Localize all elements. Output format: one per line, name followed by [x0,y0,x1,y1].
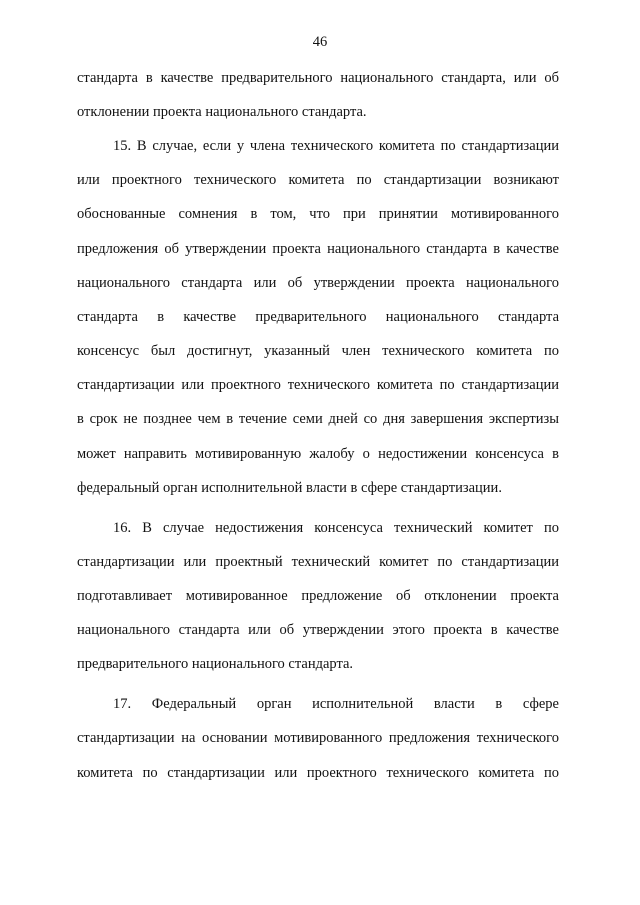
text-line: стандартизации на основании мотивированного предложения технического [77,730,559,746]
text-line: стандарта в качестве предварительного национального стандарта [77,309,559,325]
text-line: может направить мотивированную жалобу о недостижении консенсуса в [77,446,559,462]
text-line: 17. Федеральный орган исполнительной власти в сфере [113,696,559,712]
text-line: обоснованные сомнения в том, что при принятии мотивированного [77,206,559,222]
text-line: стандартизации или проектный технический комитет по стандартизации [77,554,559,570]
text-line: в срок не позднее чем в течение семи дней со дня завершения экспертизы [77,411,559,427]
text-line: стандарта в качестве предварительного национального стандарта, или об [77,70,559,86]
text-line: 16. В случае недостижения консенсуса технический комитет по [113,520,559,536]
text-line: комитета по стандартизации или проектного технического комитета по [77,765,559,781]
text-line: стандартизации или проектного технического комитета по стандартизации [77,377,559,393]
page-number: 46 [312,34,328,50]
text-line: или проектного технического комитета по стандартизации возникают [77,172,559,188]
text-line: отклонении проекта национального стандарта. [77,104,367,120]
text-line: федеральный орган исполнительной власти в сфере стандартизации. [77,480,502,496]
text-line: предварительного национального стандарта. [77,656,354,672]
text-line: предложения об утверждении проекта национального стандарта в качестве [77,241,559,257]
text-line: консенсус был достигнут, указанный член технического комитета по [77,343,559,359]
text-line: подготавливает мотивированное предложение об отклонении проекта [77,588,559,604]
text-line: национального стандарта или об утверждении проекта национального [77,275,559,291]
text-line: национального стандарта или об утверждении этого проекта в качестве [77,622,559,638]
text-line: 15. В случае, если у члена технического комитета по стандартизации [113,138,559,154]
